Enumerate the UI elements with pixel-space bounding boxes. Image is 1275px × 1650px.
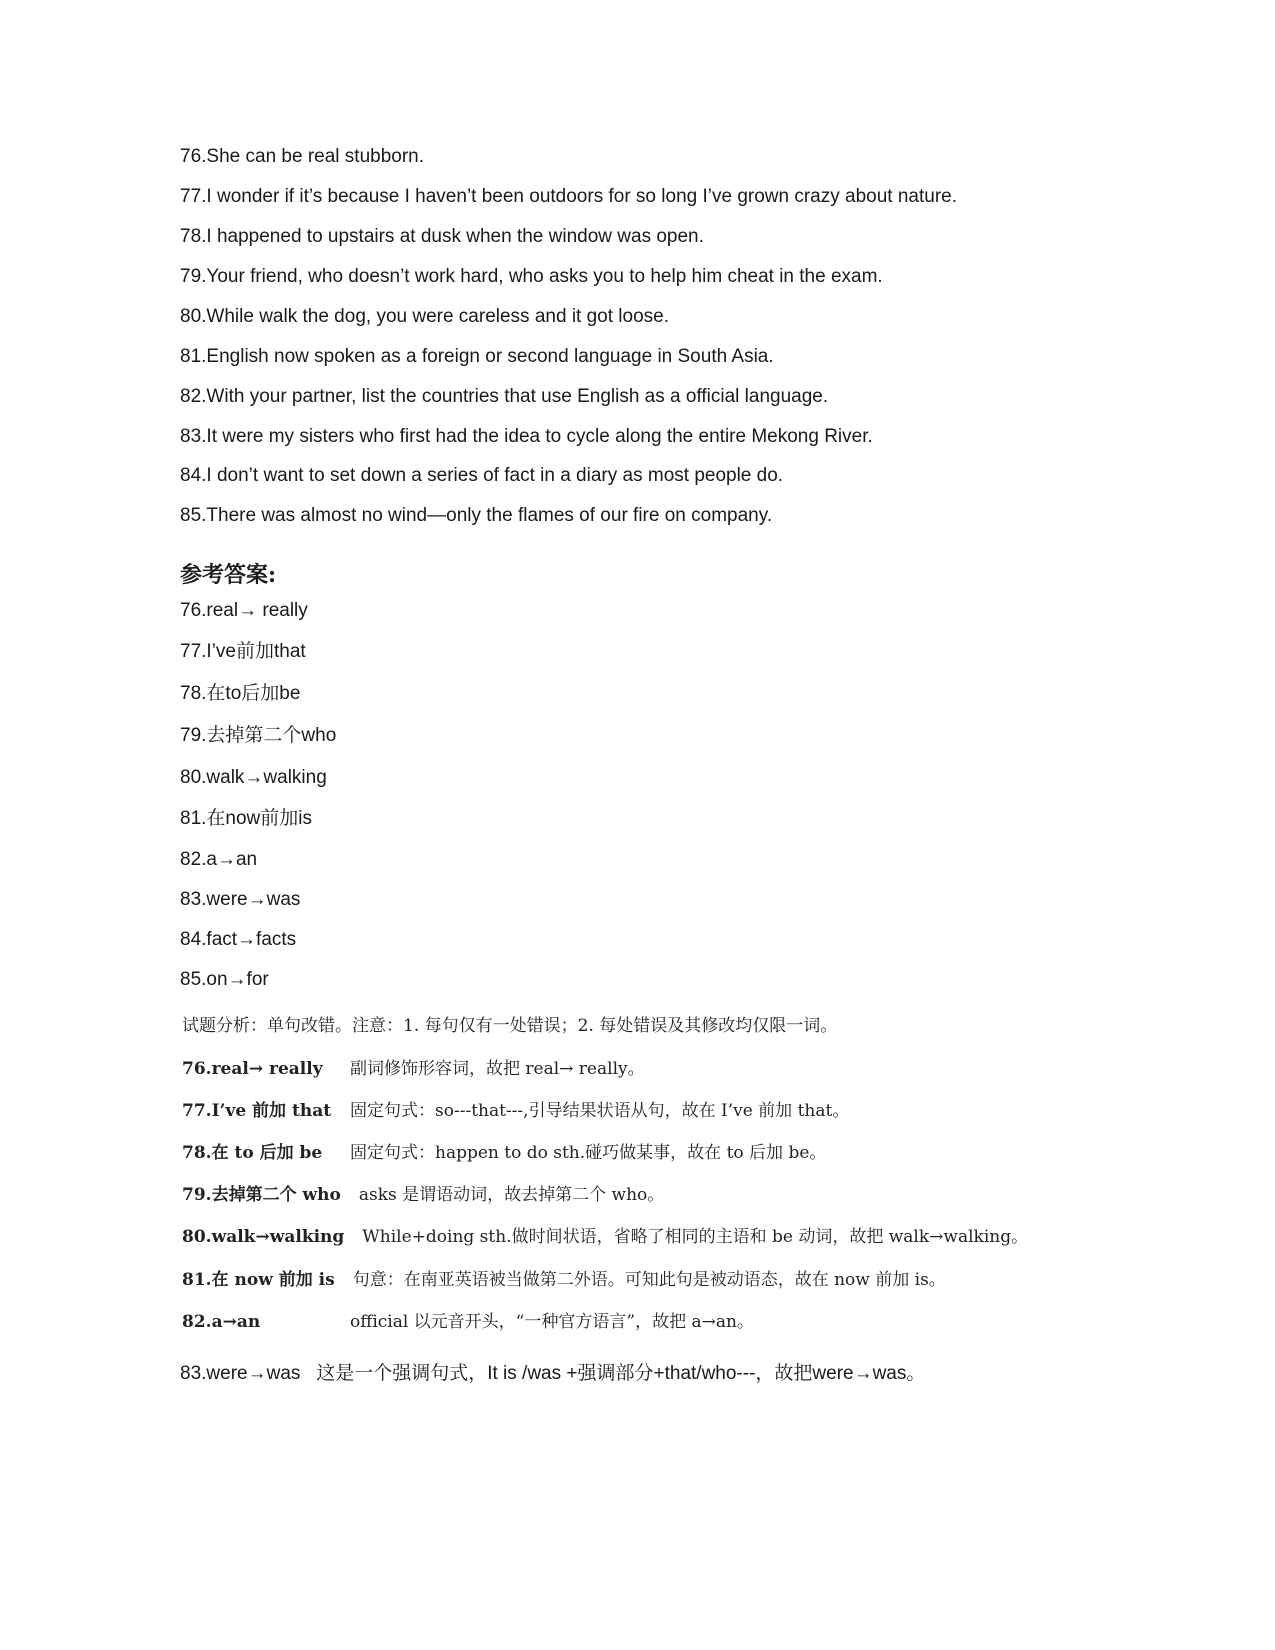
question-79: 79.Your friend, who doesn’t work hard, who asks you to help him cheat in the exam. xyxy=(180,266,883,287)
answer-84: 84.fact→facts xyxy=(180,929,297,950)
answer-81: 81.在now前加is xyxy=(180,808,312,829)
analysis-row xyxy=(182,1099,849,1123)
question-77: 77.I wonder if it’s because I haven’t been outdoors for so long I’ve grown crazy about nature. xyxy=(180,186,958,207)
question-76: 76.She can be real stubborn. xyxy=(180,146,425,167)
question-82: 82.With your partner, list the countries that use English as a official language. xyxy=(180,386,829,407)
answer-76: 76.real→ really xyxy=(180,600,308,621)
analysis-key: 76.real→ really xyxy=(182,1059,323,1079)
analysis-text: 固定句式：so---that---,引导结果状语从句，故在 I’ve 前加 that。 xyxy=(350,1101,850,1121)
analysis-83: 83.were→was 这是一个强调句式，It is /was +强调部分+that/who---，故把were→was。 xyxy=(180,1363,926,1384)
analysis-key: 79.去掉第二个 who xyxy=(182,1185,341,1205)
answer-heading: 参考答案: xyxy=(180,562,277,588)
answer-77: 77.I’ve前加that xyxy=(180,641,306,662)
analysis-key: 80.walk→walking xyxy=(182,1227,345,1247)
analysis-row xyxy=(182,1057,645,1081)
question-83: 83.It were my sisters who first had the idea to cycle along the entire Mekong River. xyxy=(180,426,873,447)
question-81: 81.English now spoken as a foreign or second language in South Asia. xyxy=(180,346,774,367)
question-80: 80.While walk the dog, you were careless and it got loose. xyxy=(180,306,669,327)
analysis-row xyxy=(182,1183,664,1207)
analysis-key: 81.在 now 前加 is xyxy=(182,1270,335,1290)
analysis-row xyxy=(182,1225,1028,1249)
answer-83: 83.were→was xyxy=(180,889,301,910)
analysis-row xyxy=(182,1268,946,1292)
question-84: 84.I don’t want to set down a series of fact in a diary as most people do. xyxy=(180,465,784,486)
answer-79: 79.去掉第二个who xyxy=(180,725,337,746)
analysis-key: 78.在 to 后加 be xyxy=(182,1143,323,1163)
answer-78: 78.在to后加be xyxy=(180,683,301,704)
analysis-key: 82.a→an xyxy=(182,1312,261,1332)
analysis-text: 句意：在南亚英语被当做第二外语。可知此句是被动语态，故在 now 前加 is。 xyxy=(352,1270,946,1290)
analysis-text: asks 是谓语动词，故去掉第二个 who。 xyxy=(358,1185,665,1205)
analysis-row xyxy=(182,1141,826,1165)
question-85: 85.There was almost no wind—only the flames of our fire on company. xyxy=(180,505,773,526)
analysis-text: While+doing sth.做时间状语，省略了相同的主语和 be 动词，故把 walk→walking。 xyxy=(362,1227,1029,1247)
question-78: 78.I happened to upstairs at dusk when the window was open. xyxy=(180,226,704,247)
analysis-text: official 以元音开头，“一种官方语言”，故把 a→an。 xyxy=(350,1312,754,1332)
analysis-key: 77.I’ve 前加 that xyxy=(182,1101,332,1121)
answer-82: 82.a→an xyxy=(180,849,258,870)
analysis-row xyxy=(182,1310,754,1334)
analysis-intro: 试题分析：单句改错。注意：1. 每句仅有一处错误；2. 每处错误及其修改均仅限一词。 xyxy=(182,1016,838,1036)
answer-80: 80.walk→walking xyxy=(180,767,327,788)
analysis-text: 副词修饰形容词，故把 real→ really。 xyxy=(350,1059,645,1079)
analysis-text: 固定句式：happen to do sth.碰巧做某事，故在 to 后加 be。 xyxy=(350,1143,827,1163)
answer-85: 85.on→for xyxy=(180,969,269,990)
